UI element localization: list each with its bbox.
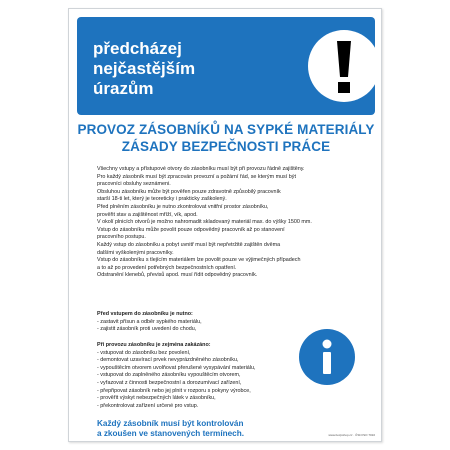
- rules-line: Obsluhou zásobníku může být pověřen pouze zdravotně způsobilý pracovník: [97, 188, 281, 195]
- list-item: - přepřipovat zásobník nebo jej plnit v rozporu s pokyny výrobce,: [97, 387, 251, 394]
- list-item: - vstupovat do zásobníku bez povolení,: [97, 349, 191, 356]
- banner-title-line-2: nejčastějším: [93, 59, 196, 78]
- sign-heading: [77, 121, 375, 155]
- banner-title: [93, 39, 293, 99]
- section-title: Před vstupem do zásobníku je nutno:: [97, 311, 193, 317]
- rules-text: [97, 166, 347, 280]
- list-item: - překontrolovat zařízení určené pro vstup.: [97, 402, 199, 409]
- rules-line: V okolí plnicích otvorů je možno nahromadit skladovaný materiál max. do výšky 1500 mm.: [97, 219, 312, 226]
- heading-line-1: PROVOZ ZÁSOBNÍKŮ NA SYPKÉ MATERIÁLY: [77, 122, 375, 137]
- rules-line: dalšími vyškolenými pracovníky.: [97, 249, 174, 256]
- rules-line: prověřit stav a zajištěnost mříží, vík, apod.: [97, 211, 198, 218]
- section-title: Při provozu zásobníku je zejména zakázáno:: [97, 342, 211, 348]
- banner-title-line-3: úrazům: [93, 79, 154, 98]
- footer-line-2: a zkoušen ve stanovených termínech.: [97, 429, 244, 438]
- safety-sign: [68, 8, 382, 442]
- list-item: - zastavit přísun a odběr sypkého materiálu,: [97, 318, 202, 325]
- list-item: - zajistit zásobník proti uvedení do chodu,: [97, 326, 197, 333]
- rules-line: pracovního postupu.: [97, 234, 146, 241]
- rules-line: a to až po provedení potřebných bezpečnostních opatření.: [97, 264, 237, 271]
- rules-line: pracovníci obsluhy seznámeni.: [97, 181, 171, 188]
- list-item: - vstupovat do zaplněného zásobníku vypouštěcím otvorem,: [97, 372, 241, 379]
- rules-line: Odstranění klenebů, převisů apod. musí řídit odpovědný pracovník.: [97, 272, 258, 279]
- rules-line: Vstup do zásobníku s tlejícím materiálem lze povolit pouze ve výjimečných případech: [97, 257, 301, 264]
- rules-line: Každý vstup do zásobníku a pobyt uvnitř musí být nepřetržitě zajištěn dvěma: [97, 241, 281, 248]
- rules-line: Pro každý zásobník musí být zpracován provozní a požární řád, se kterým musí být: [97, 173, 296, 180]
- banner-title-line-1: předcházej: [93, 39, 182, 58]
- mandatory-info-icon: [297, 327, 357, 387]
- list-item: - demontovat uzavírací prvek nevyprázdněného zásobníku,: [97, 357, 239, 364]
- footer-line-1: Každý zásobník musí být kontrolován: [97, 419, 244, 428]
- rules-line: Vstup do zásobníku může povolit pouze odpovědný pracovník až po stanovení: [97, 226, 285, 233]
- warning-banner: [77, 17, 375, 115]
- inspection-note: [97, 419, 367, 439]
- rules-line: Před plněním zásobníku je nutno zkontrolovat vnitřní prostor zásobníku,: [97, 203, 269, 210]
- product-code: www.bozpshop.cz · ČSN ISO 7010: [328, 433, 375, 437]
- rules-line: starší 18-ti let, který je teoreticky i prakticky zaškolený.: [97, 196, 227, 203]
- heading-line-2: ZÁSADY BEZPEČNOSTI PRÁCE: [121, 139, 331, 154]
- list-item: - vypouštěcím otvorem uvolňovat přerušené vysypávání materiálu,: [97, 364, 256, 371]
- list-item: - prověřit výskyt nebezpečných látek v zásobníku,: [97, 395, 216, 402]
- list-item: - vyřazovat z činnosti bezpečnostní a dorozumívací zařízení,: [97, 379, 242, 386]
- exclamation-icon: [305, 27, 383, 105]
- rules-line: Všechny vstupy a přístupové otvory do zásobníku musí být při provozu řádně zajištěny.: [97, 166, 305, 172]
